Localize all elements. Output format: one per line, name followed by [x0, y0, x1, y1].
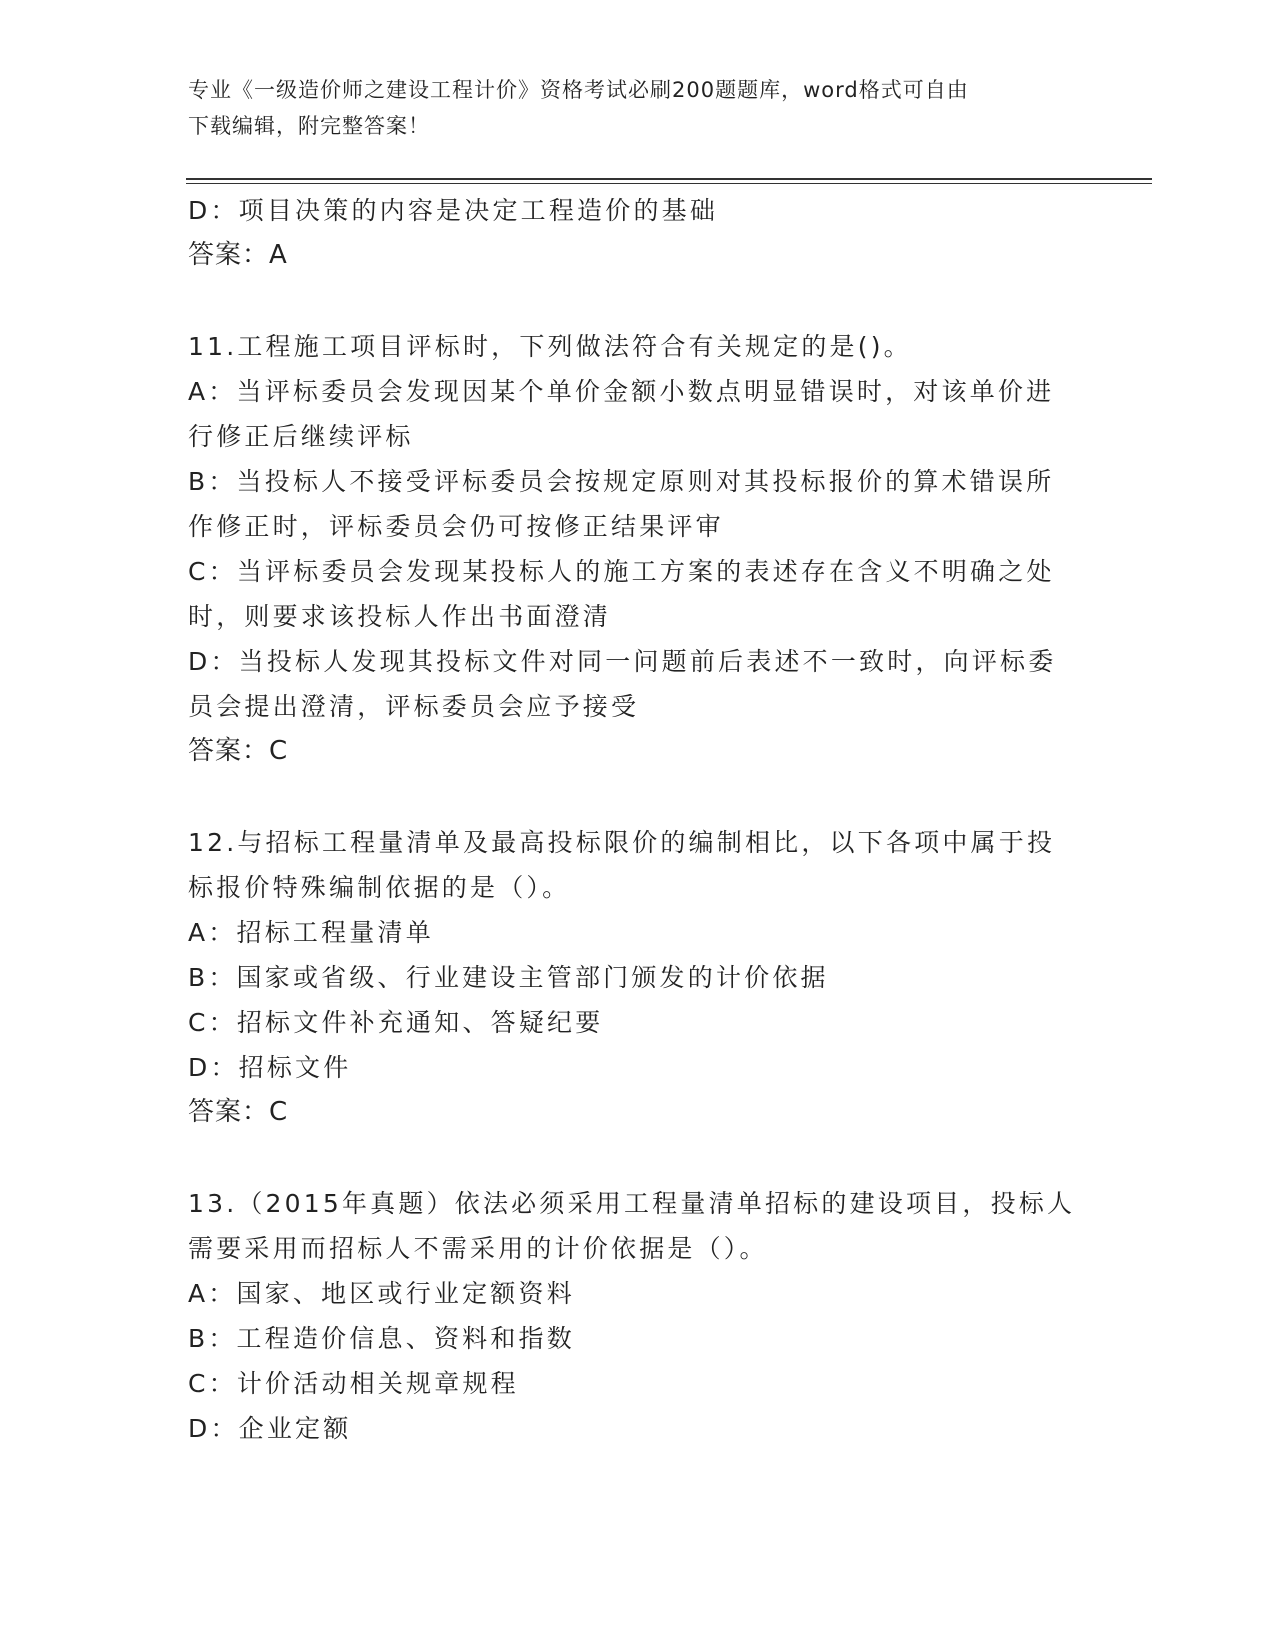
question-stem: 13.（2015年真题）依法必须采用工程量清单招标的建设项目，投标人	[188, 1189, 1076, 1218]
option-a-continued: 行修正后继续评标	[188, 422, 414, 451]
header-divider	[186, 178, 1152, 184]
previous-question-tail	[188, 188, 1078, 278]
answer-line: 答案：C	[188, 736, 289, 766]
question-11	[188, 324, 1078, 774]
option-b: B：当投标人不接受评标委员会按规定原则对其投标报价的算术错误所	[188, 467, 1055, 496]
option-a: A：当评标委员会发现因某个单价金额小数点明显错误时，对该单价进	[188, 377, 1055, 406]
option-a: A：国家、地区或行业定额资料	[188, 1279, 575, 1308]
option-d: D：招标文件	[188, 1053, 352, 1082]
option-c: C：当评标委员会发现某投标人的施工方案的表述存在含义不明确之处	[188, 557, 1055, 586]
option-b-continued: 作修正时，评标委员会仍可按修正结果评审	[188, 512, 724, 541]
option-b: B：工程造价信息、资料和指数	[188, 1324, 575, 1353]
answer-line: 答案：A	[188, 240, 288, 270]
option-b: B：国家或省级、行业建设主管部门颁发的计价依据	[188, 963, 829, 992]
document-header	[188, 72, 1068, 144]
option-a: A：招标工程量清单	[188, 918, 434, 947]
option-d: D：企业定额	[188, 1414, 352, 1443]
question-stem-continued: 需要采用而招标人不需采用的计价依据是（）。	[188, 1234, 768, 1263]
option-d: D：项目决策的内容是决定工程造价的基础	[188, 196, 719, 225]
header-line-2: 下载编辑，附完整答案！	[188, 114, 430, 138]
question-12	[188, 820, 1078, 1135]
question-stem-continued: 标报价特殊编制依据的是（）。	[188, 873, 571, 902]
question-stem: 11.工程施工项目评标时，下列做法符合有关规定的是()。	[188, 332, 912, 361]
answer-line: 答案：C	[188, 1097, 289, 1127]
header-line-1: 专业《一级造价师之建设工程计价》资格考试必刷200题题库，word格式可自由	[188, 78, 969, 102]
option-c: C：计价活动相关规章规程	[188, 1369, 519, 1398]
option-d-continued: 员会提出澄清，评标委员会应予接受	[188, 692, 640, 721]
question-13	[188, 1181, 1078, 1451]
option-d: D：当投标人发现其投标文件对同一问题前后表述不一致时，向评标委	[188, 647, 1057, 676]
option-c-continued: 时，则要求该投标人作出书面澄清	[188, 602, 612, 631]
option-c: C：招标文件补充通知、答疑纪要	[188, 1008, 604, 1037]
question-stem: 12.与招标工程量清单及最高投标限价的编制相比，以下各项中属于投	[188, 828, 1056, 857]
document-body	[188, 188, 1078, 1451]
